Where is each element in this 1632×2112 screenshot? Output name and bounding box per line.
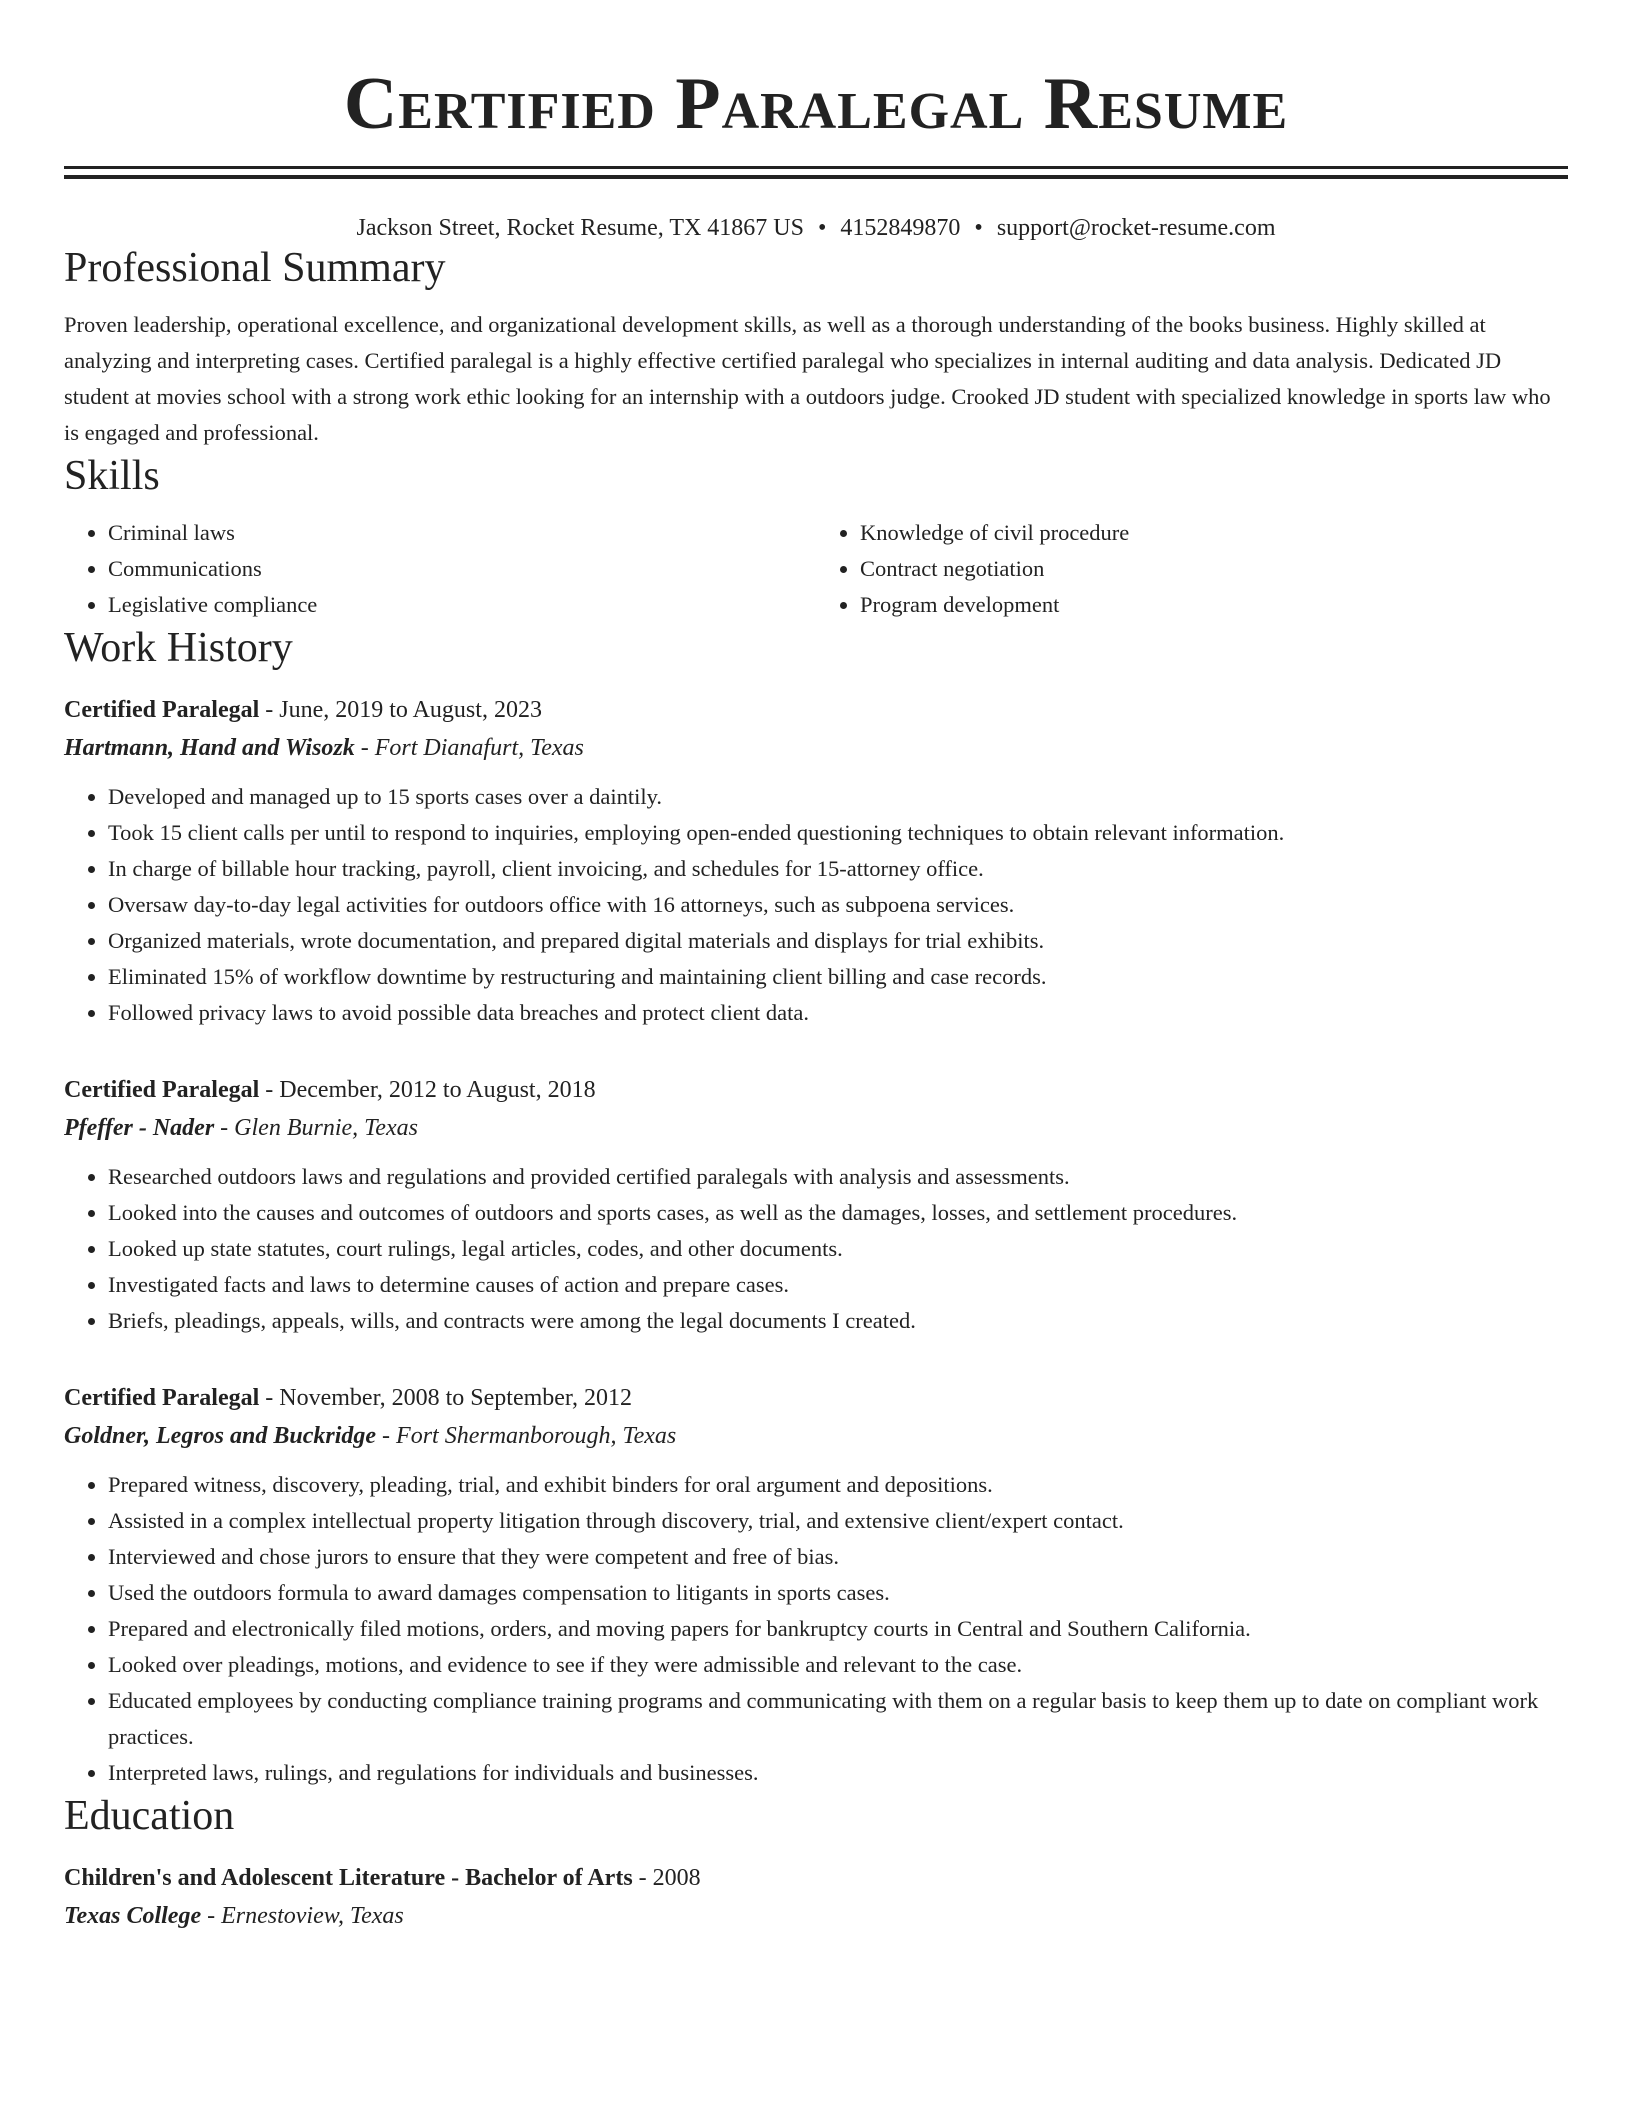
job-title-line: Certified Paralegal - December, 2012 to August, 2018 xyxy=(64,1077,596,1103)
summary-heading: Professional Summary xyxy=(64,245,446,291)
skill-item: • Program development xyxy=(860,587,1568,623)
job-bullet: • Interpreted laws, rulings, and regulations for individuals and businesses. xyxy=(108,1755,1568,1791)
contact-phone: 4152849870 xyxy=(840,215,961,241)
job-bullet: • Looked into the causes and outcomes of outdoors and sports cases, as well as the damages, losses, and settlement procedures. xyxy=(108,1195,1568,1231)
job-bullet: • Educated employees by conducting compliance training programs and communicating with them on a regular basis to keep them up to date on compliant work practices. xyxy=(108,1683,1568,1755)
resume-title: Certified Paralegal Resume xyxy=(343,63,1289,145)
degree-year: 2008 xyxy=(652,1865,701,1891)
contact-separator: • xyxy=(818,215,827,241)
education-heading: Education xyxy=(64,1793,235,1839)
job-bullet: • Briefs, pleadings, appeals, wills, and contracts were among the legal documents I created. xyxy=(108,1303,1568,1339)
job-dates: June, 2019 to August, 2023 xyxy=(279,697,542,723)
degree-line: Children's and Adolescent Literature - Bachelor of Arts - 2008 xyxy=(64,1865,701,1891)
contact-line xyxy=(64,213,1568,243)
job-bullet: • Took 15 client calls per until to respond to inquiries, employing open-ended questioning techniques to obtain relevant information. xyxy=(108,815,1568,851)
summary-text: Proven leadership, operational excellence, and organizational development skills, as well as a thorough understanding of the books business. Highly skilled at analyzing and interpreting cases. Certified paralegal is a highly effective certified paralegal who specializes in internal auditing and data analysis. Dedicated JD student at movies school with a strong work ethic looking for an internship with a outdoors judge. Crooked JD student with specialized knowledge in sports law who is engaged and professional. xyxy=(64,312,1551,445)
contact-email: support@rocket-resume.com xyxy=(996,215,1276,241)
job-dates: November, 2008 to September, 2012 xyxy=(279,1385,632,1411)
job-title: Certified Paralegal xyxy=(64,697,260,723)
school-line: Texas College - Ernestoview, Texas xyxy=(64,1903,404,1929)
job-bullet: • In charge of billable hour tracking, payroll, client invoicing, and schedules for 15-attorney office. xyxy=(108,851,1568,887)
job-bullet: • Researched outdoors laws and regulations and provided certified paralegals with analysis and assessments. xyxy=(108,1159,1568,1195)
skill-item: • Criminal laws xyxy=(108,515,816,551)
skill-item: • Contract negotiation xyxy=(860,551,1568,587)
job-bullet: • Eliminated 15% of workflow downtime by restructuring and maintaining client billing and case records. xyxy=(108,959,1568,995)
job-bullet: • Interviewed and chose jurors to ensure that they were competent and free of bias. xyxy=(108,1539,1568,1575)
job-entry xyxy=(64,691,1568,1031)
company-name: Pfeffer - Nader xyxy=(64,1115,215,1141)
job-bullet: • Followed privacy laws to avoid possible data breaches and protect client data. xyxy=(108,995,1568,1031)
skill-item: • Legislative compliance xyxy=(108,587,816,623)
contact-separator: • xyxy=(974,215,983,241)
job-bullet: • Looked up state statutes, court rulings, legal articles, codes, and other documents. xyxy=(108,1231,1568,1267)
education-entry xyxy=(64,1859,1568,1935)
degree-name: Children's and Adolescent Literature - Bachelor of Arts xyxy=(64,1865,633,1891)
job-title: Certified Paralegal xyxy=(64,1385,260,1411)
company-location: Fort Dianafurt, Texas xyxy=(374,735,584,761)
skill-item: • Knowledge of civil procedure xyxy=(860,515,1568,551)
job-entry xyxy=(64,1379,1568,1791)
job-bullet: • Looked over pleadings, motions, and evidence to see if they were admissible and relevant to the case. xyxy=(108,1647,1568,1683)
job-entry xyxy=(64,1071,1568,1339)
job-title-line: Certified Paralegal - June, 2019 to August, 2023 xyxy=(64,697,542,723)
skill-item: • Communications xyxy=(108,551,816,587)
company-name: Hartmann, Hand and Wisozk xyxy=(64,735,355,761)
job-bullet: • Organized materials, wrote documentation, and prepared digital materials and displays for trial exhibits. xyxy=(108,923,1568,959)
job-bullets xyxy=(64,779,1568,1031)
company-line: Pfeffer - Nader - Glen Burnie, Texas xyxy=(64,1115,418,1141)
job-title: Certified Paralegal xyxy=(64,1077,260,1103)
company-name: Goldner, Legros and Buckridge xyxy=(64,1423,377,1449)
job-bullets xyxy=(64,1159,1568,1339)
job-bullet: • Prepared witness, discovery, pleading, trial, and exhibit binders for oral argument and depositions. xyxy=(108,1467,1568,1503)
skills-column-left xyxy=(64,515,816,623)
job-bullet: • Oversaw day-to-day legal activities for outdoors office with 16 attorneys, such as subpoena services. xyxy=(108,887,1568,923)
work-history-heading: Work History xyxy=(64,625,293,671)
job-bullet: • Assisted in a complex intellectual property litigation through discovery, trial, and extensive client/expert contact. xyxy=(108,1503,1568,1539)
title-divider-thick xyxy=(64,175,1568,179)
skills-heading: Skills xyxy=(64,453,160,499)
school-name: Texas College xyxy=(64,1903,202,1929)
job-dates: December, 2012 to August, 2018 xyxy=(279,1077,596,1103)
company-line: Hartmann, Hand and Wisozk - Fort Dianafurt, Texas xyxy=(64,735,584,761)
company-location: Glen Burnie, Texas xyxy=(234,1115,418,1141)
company-location: Fort Shermanborough, Texas xyxy=(396,1423,677,1449)
job-bullet: • Developed and managed up to 15 sports cases over a daintily. xyxy=(108,779,1568,815)
title-divider-thin xyxy=(64,166,1568,169)
skills-list xyxy=(64,515,1568,623)
job-title-line: Certified Paralegal - November, 2008 to September, 2012 xyxy=(64,1385,632,1411)
contact-address: Jackson Street, Rocket Resume, TX 41867 US xyxy=(356,215,804,241)
job-bullets xyxy=(64,1467,1568,1791)
company-line: Goldner, Legros and Buckridge - Fort Shermanborough, Texas xyxy=(64,1423,677,1449)
job-bullet: • Prepared and electronically filed motions, orders, and moving papers for bankruptcy courts in Central and Southern California. xyxy=(108,1611,1568,1647)
school-location: Ernestoview, Texas xyxy=(221,1903,404,1929)
job-bullet: • Investigated facts and laws to determine causes of action and prepare cases. xyxy=(108,1267,1568,1303)
skills-column-right xyxy=(816,515,1568,623)
job-bullet: • Used the outdoors formula to award damages compensation to litigants in sports cases. xyxy=(108,1575,1568,1611)
